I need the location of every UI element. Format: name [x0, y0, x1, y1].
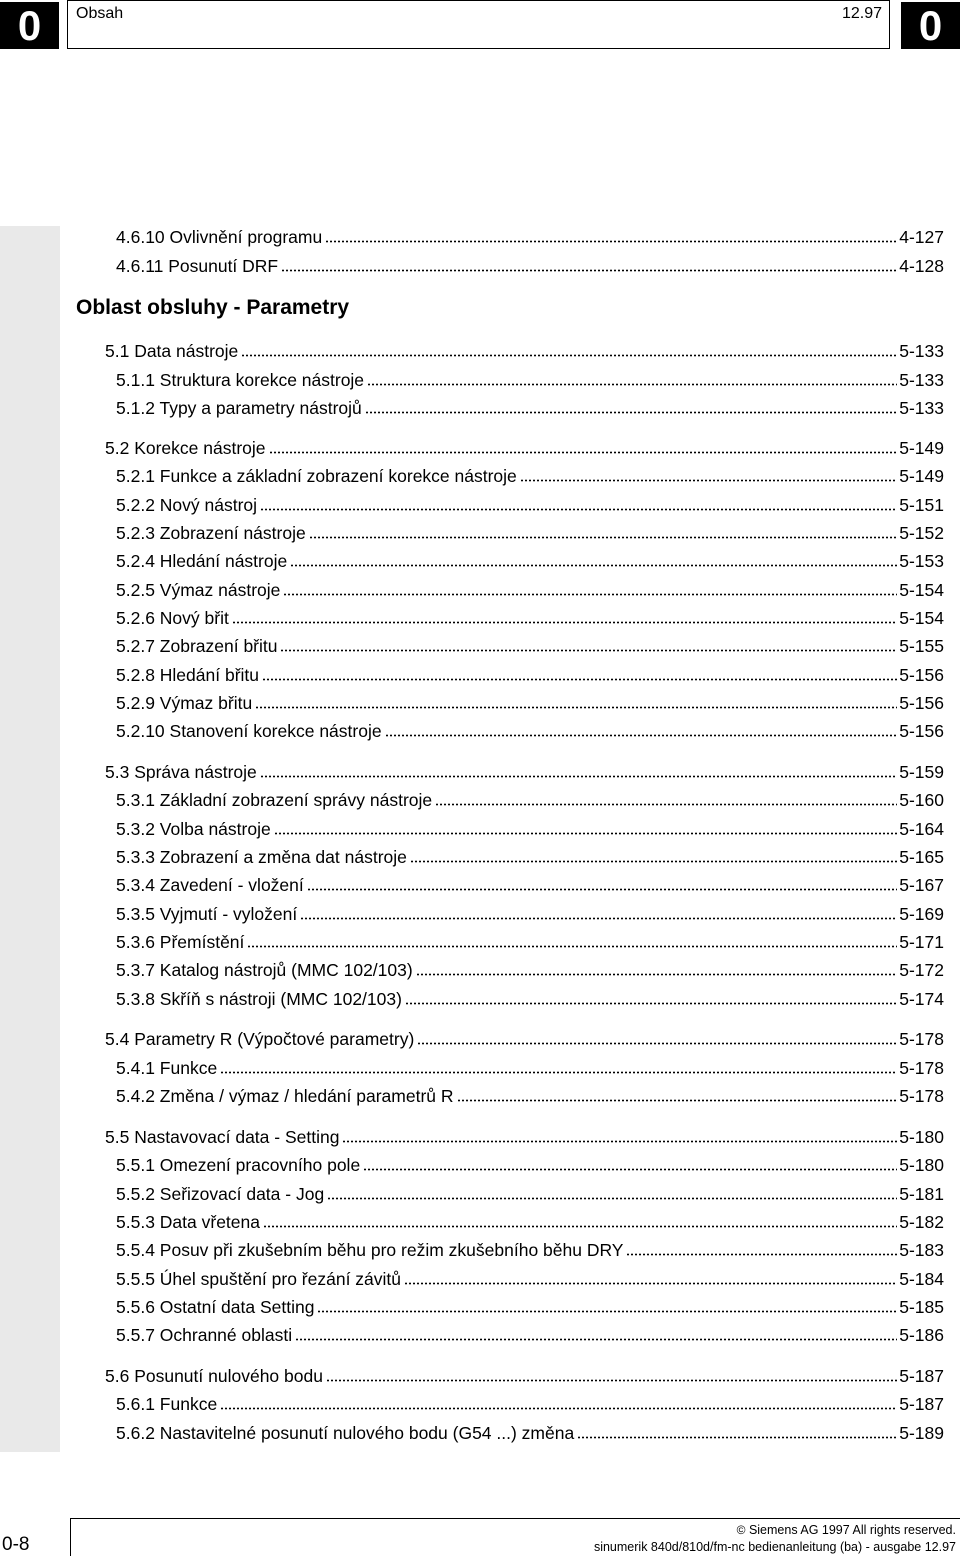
toc-entry-title: 5.2.9 Výmaz břitu: [116, 693, 253, 713]
toc-entry-title: 5.2.1 Funkce a základní zobrazení korekce nástroje: [116, 466, 517, 486]
toc-entry-page: 5-187: [899, 1394, 944, 1414]
toc-entry-page: 5-178: [899, 1029, 944, 1049]
toc-entry-title: 5.3.6 Přemístění: [116, 932, 245, 952]
toc-entry[interactable]: [116, 227, 944, 251]
toc-entry-title: 5.2.4 Hledání nástroje: [116, 551, 288, 571]
toc-entry[interactable]: [116, 989, 944, 1013]
toc-entry-page: 5-133: [899, 370, 944, 390]
toc-entry-page: 5-154: [899, 608, 944, 628]
leader-dots: [325, 229, 897, 243]
leader-dots: [309, 525, 898, 539]
toc-entry[interactable]: [116, 636, 944, 660]
toc-entry-page: 5-171: [899, 932, 944, 952]
toc-entry-page: 5-151: [899, 495, 944, 515]
toc-entry[interactable]: [116, 904, 944, 928]
toc-entry[interactable]: [116, 551, 944, 575]
toc-entry-page: 5-159: [899, 762, 944, 782]
toc-entry-title: 5.5.2 Seřizovací data - Jog: [116, 1184, 325, 1204]
toc-entry[interactable]: [116, 608, 944, 632]
toc-entry[interactable]: [116, 665, 944, 689]
toc-entry-page: 5-154: [899, 580, 944, 600]
toc-entry-page: 5-160: [899, 790, 944, 810]
leader-dots: [363, 1157, 897, 1171]
toc-entry-page: 5-180: [899, 1127, 944, 1147]
toc-entry-page: 5-169: [899, 904, 944, 924]
toc-entry-page: 5-156: [899, 693, 944, 713]
toc-entry-title: 5.2.3 Zobrazení nástroje: [116, 523, 306, 543]
toc-entry-title: 5.5.4 Posuv při zkušebním běhu pro režim zkušebního běhu DRY: [116, 1240, 624, 1260]
leader-dots: [269, 440, 898, 454]
leader-dots: [367, 372, 897, 386]
leader-dots: [417, 1031, 897, 1045]
leader-dots: [317, 1299, 897, 1313]
toc-entry-title: 5.5.7 Ochranné oblasti: [116, 1325, 293, 1345]
toc-entry[interactable]: [105, 438, 944, 462]
leader-dots: [327, 1186, 897, 1200]
toc-entry-title: 5.1 Data nástroje: [105, 341, 239, 361]
toc-entry-title: 5.2.6 Nový břit: [116, 608, 229, 628]
toc-entry-title: 5.2.7 Zobrazení břitu: [116, 636, 278, 656]
toc-entry-title: 5.2.5 Výmaz nástroje: [116, 580, 281, 600]
footer-page-number: 0-8: [2, 1534, 30, 1555]
footer-copyright-text: Siemens AG 1997 All rights reserved.: [748, 1523, 956, 1537]
toc-entry-page: 5-181: [899, 1184, 944, 1204]
toc-entry-title: 5.3.1 Základní zobrazení správy nástroje: [116, 790, 433, 810]
toc-entry-title: 5.6.2 Nastavitelné posunutí nulového bodu (G54 ...) změna: [116, 1423, 575, 1443]
toc-entry[interactable]: [116, 256, 944, 280]
copyright-icon: ©: [736, 1523, 746, 1537]
toc-entry[interactable]: [105, 1366, 944, 1390]
section-heading: Oblast obsluhy - Parametry: [76, 296, 350, 319]
toc-entry[interactable]: [116, 847, 944, 871]
toc-entry-page: 5-186: [899, 1325, 944, 1345]
leader-dots: [262, 667, 897, 681]
toc-entry-title: 5.4 Parametry R (Výpočtové parametry): [105, 1029, 415, 1049]
toc-entry[interactable]: [116, 1155, 944, 1179]
leader-dots: [307, 877, 897, 891]
toc-entry-page: 5-156: [899, 665, 944, 685]
header-title: Obsah: [76, 5, 124, 22]
footer-rule: [70, 1518, 960, 1519]
toc-entry[interactable]: [105, 341, 944, 365]
leader-dots: [435, 792, 897, 806]
toc-entry[interactable]: [116, 580, 944, 604]
leader-dots: [232, 610, 897, 624]
toc-entry-title: 5.3.7 Katalog nástrojů (MMC 102/103): [116, 960, 413, 980]
toc-entry[interactable]: [105, 762, 944, 786]
leader-dots: [220, 1060, 897, 1074]
header-rule-left: [67, 0, 68, 49]
toc-entry-page: 5-174: [899, 989, 944, 1009]
toc-entry[interactable]: [116, 819, 944, 843]
leader-dots: [404, 1271, 897, 1285]
toc-entry[interactable]: [105, 1029, 944, 1053]
toc-entry-page: 5-133: [899, 341, 944, 361]
toc-entry[interactable]: [116, 1297, 944, 1321]
leader-dots: [274, 821, 898, 835]
toc-entry-page: 5-187: [899, 1366, 944, 1386]
leader-dots: [410, 849, 897, 863]
toc-entry-page: 4-127: [899, 227, 944, 247]
chapter-number-left: 0: [0, 2, 59, 49]
toc-entry-page: 5-153: [899, 551, 944, 571]
toc-entry[interactable]: [116, 1058, 944, 1082]
leader-dots: [241, 343, 897, 357]
footer-rule-left: [70, 1518, 71, 1556]
footer-copyright: [737, 1523, 956, 1537]
toc-entry-title: 5.3.2 Volba nástroje: [116, 819, 271, 839]
toc-entry-page: 5-164: [899, 819, 944, 839]
leader-dots: [520, 468, 897, 482]
toc-entry-page: 5-155: [899, 636, 944, 656]
leader-dots: [255, 695, 897, 709]
chapter-number-right: 0: [901, 2, 960, 49]
toc-entry-page: 5-167: [899, 875, 944, 895]
toc-entry-title: 5.4.2 Změna / výmaz / hledání parametrů R: [116, 1086, 454, 1106]
toc-entry[interactable]: [116, 721, 944, 745]
toc-entry-title: 5.3.3 Zobrazení a změna dat nástroje: [116, 847, 407, 867]
leader-dots: [290, 553, 897, 567]
leader-dots: [295, 1327, 897, 1341]
toc-entry[interactable]: [116, 398, 944, 422]
toc-entry[interactable]: [116, 1086, 944, 1110]
toc-entry-title: 5.3.8 Skříň s nástroji (MMC 102/103): [116, 989, 402, 1009]
leader-dots: [405, 991, 897, 1005]
toc-entry-title: 5.3.5 Vyjmutí - vyložení: [116, 904, 298, 924]
toc-entry-page: 5-172: [899, 960, 944, 980]
toc-entry-title: 5.1.1 Struktura korekce nástroje: [116, 370, 365, 390]
toc-entry-page: 5-152: [899, 523, 944, 543]
toc-entry[interactable]: [105, 1127, 944, 1151]
toc-entry-page: 5-185: [899, 1297, 944, 1317]
leader-dots: [280, 638, 897, 652]
leader-dots: [416, 962, 898, 976]
margin-bar: [0, 226, 60, 1452]
toc-entry-title: 5.5.6 Ostatní data Setting: [116, 1297, 315, 1317]
toc-entry-page: 5-165: [899, 847, 944, 867]
header-rule-right: [889, 0, 890, 49]
toc-entry[interactable]: [116, 1423, 944, 1447]
toc-entry[interactable]: [116, 932, 944, 956]
toc-entry-title: 5.5 Nastavovací data - Setting: [105, 1127, 340, 1147]
header-date: 12.97: [842, 5, 883, 22]
toc-entry[interactable]: [116, 1325, 944, 1349]
header-rule-top: [67, 0, 890, 1]
toc-entry[interactable]: [116, 1212, 944, 1236]
leader-dots: [220, 1396, 897, 1410]
leader-dots: [365, 400, 897, 414]
toc-entry-page: 4-128: [899, 256, 944, 276]
toc-entry[interactable]: [116, 875, 944, 899]
toc-entry-title: 5.5.1 Omezení pracovního pole: [116, 1155, 361, 1175]
leader-dots: [342, 1129, 897, 1143]
toc-entry-title: 4.6.11 Posunutí DRF: [116, 256, 279, 276]
toc-entry-title: 5.5.5 Úhel spuštění pro řezání závitů: [116, 1269, 402, 1289]
leader-dots: [300, 906, 897, 920]
toc-entry-page: 5-149: [899, 466, 944, 486]
toc-entry[interactable]: [116, 1240, 944, 1264]
toc-entry-title: 5.2.10 Stanovení korekce nástroje: [116, 721, 382, 741]
toc-entry[interactable]: [116, 1184, 944, 1208]
toc-entry-page: 5-180: [899, 1155, 944, 1175]
toc-entry-title: 4.6.10 Ovlivnění programu: [116, 227, 323, 247]
leader-dots: [260, 497, 897, 511]
toc-entry-page: 5-178: [899, 1086, 944, 1106]
toc-entry[interactable]: [116, 523, 944, 547]
toc-entry-page: 5-184: [899, 1269, 944, 1289]
toc-entry-title: 5.3.4 Zavedení - vložení: [116, 875, 304, 895]
header-rule-bottom: [67, 48, 890, 49]
leader-dots: [260, 764, 897, 778]
toc-entry[interactable]: [116, 1394, 944, 1418]
toc-entry-title: 5.6.1 Funkce: [116, 1394, 218, 1414]
toc-entry-title: 5.2.8 Hledání břitu: [116, 665, 260, 685]
leader-dots: [577, 1425, 897, 1439]
leader-dots: [247, 934, 897, 948]
toc-entry-title: 5.1.2 Typy a parametry nástrojů: [116, 398, 362, 418]
leader-dots: [281, 258, 897, 272]
toc-entry[interactable]: [116, 370, 944, 394]
toc-entry-title: 5.2.2 Nový nástroj: [116, 495, 258, 515]
leader-dots: [283, 582, 897, 596]
toc-entry[interactable]: [116, 790, 944, 814]
toc-entry-page: 5-133: [899, 398, 944, 418]
toc-entry-page: 5-149: [899, 438, 944, 458]
toc-entry-title: 5.3 Správa nástroje: [105, 762, 257, 782]
toc-entry[interactable]: [116, 1269, 944, 1293]
leader-dots: [263, 1214, 897, 1228]
toc-entry-title: 5.5.3 Data vřetena: [116, 1212, 260, 1232]
leader-dots: [457, 1088, 898, 1102]
leader-dots: [626, 1242, 897, 1256]
toc-entry-page: 5-183: [899, 1240, 944, 1260]
toc-entry-page: 5-156: [899, 721, 944, 741]
toc-entry-title: 5.4.1 Funkce: [116, 1058, 218, 1078]
toc-entry-page: 5-189: [899, 1423, 944, 1443]
footer-document-id: sinumerik 840d/810d/fm-nc bedienanleitung (ba) - ausgabe 12.97: [593, 1540, 956, 1554]
toc-entry[interactable]: [116, 495, 944, 519]
toc-entry-page: 5-178: [899, 1058, 944, 1078]
toc-entry-title: 5.2 Korekce nástroje: [105, 438, 266, 458]
leader-dots: [385, 723, 898, 737]
toc-entry[interactable]: [116, 466, 944, 490]
toc-entry[interactable]: [116, 693, 944, 717]
toc-entry[interactable]: [116, 960, 944, 984]
leader-dots: [326, 1368, 897, 1382]
toc-entry-page: 5-182: [899, 1212, 944, 1232]
toc-entry-title: 5.6 Posunutí nulového bodu: [105, 1366, 323, 1386]
